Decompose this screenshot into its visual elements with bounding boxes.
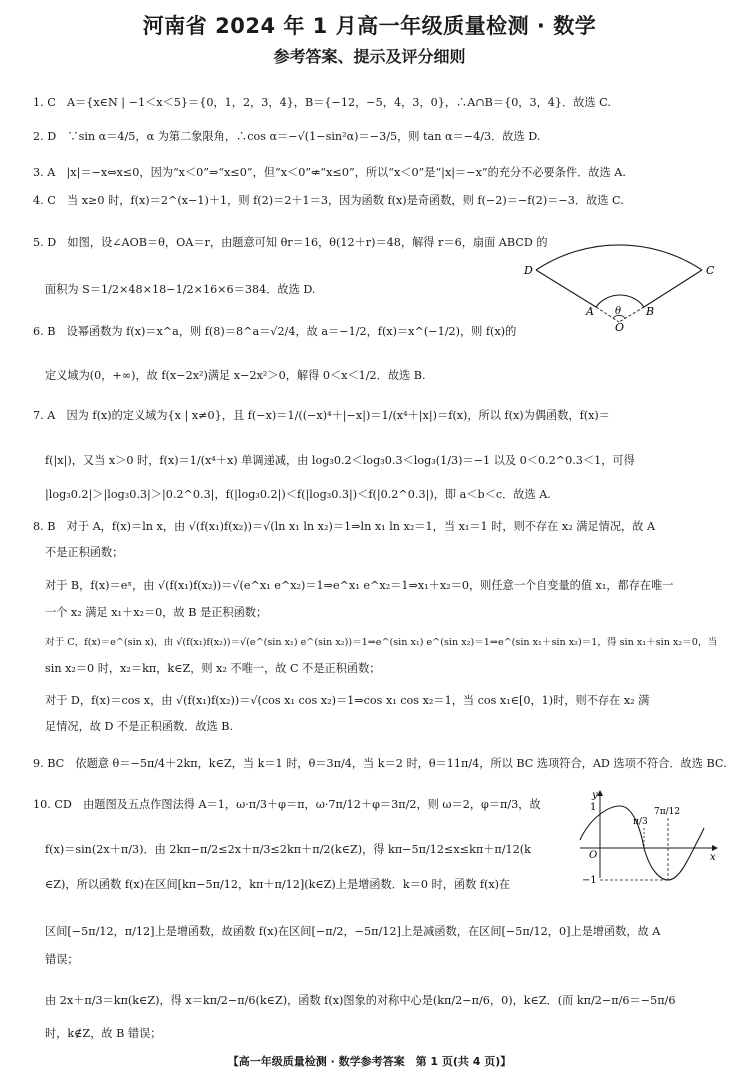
answer-line-18: 对于 D，f(x)＝cos x，由 √(f(x₁)f(x₂))＝√(cos x₁ cos x₂)＝1⇒cos x₁ cos x₂＝1，当 cos x₁∈[0，1)时，则不存在 x₂ 满 [45, 694, 650, 707]
page-footer: 【高一年级质量检测 · 数学参考答案 第 1 页(共 4 页)】 [227, 1055, 512, 1068]
answer-line-1: 1. C A＝{x∈N | −1＜x＜5}＝{0，1，2，3，4}，B＝{−12，−5，4，3，0}，∴A∩B＝{0，3，4}．故选 C. [33, 96, 611, 109]
answer-line-19: 足情况，故 D 不是正积函数．故选 B. [45, 720, 234, 733]
answer-line-25: 错误； [45, 953, 79, 966]
label-x: x [710, 852, 716, 863]
answer-line-8: 定义域为(0，+∞)，故 f(x−2x²)满足 x−2x²＞0，解得 0＜x＜1/2．故选 B. [45, 369, 426, 382]
label-d: D [524, 264, 533, 277]
answer-line-14: 对于 B，f(x)＝eˣ，由 √(f(x₁)f(x₂))＝√(e^x₁ e^x₂)＝1⇒e^x₁ e^x₂＝1⇒x₁＋x₂＝0，则任意一个自变量的值 x₁，都存在唯一 [45, 579, 674, 592]
y-axis-arrow [597, 790, 603, 796]
answer-line-17: sin x₂＝0 时，x₂＝kπ，k∈Z，则 x₂ 不唯一，故 C 不是正积函数； [45, 662, 381, 675]
answer-line-5: 5. D 如图，设∠AOB＝θ，OA＝r，由题意可知 θr＝16，θ(12＋r)＝48，解得 r＝6，扇面 ABCD 的 [33, 236, 548, 249]
sine-graph-figure [570, 788, 720, 883]
answer-line-10: f(|x|)，又当 x＞0 时，f(x)＝1/(x⁴＋x) 单调递减，由 log₃0.2＜log₃0.3＜log₃(1/3)＝−1 以及 0＜0.2^0.3＜1，可得 [45, 454, 635, 467]
answer-line-27: 时，k∉Z，故 B 错误； [45, 1027, 162, 1040]
page-title: 河南省 2024 年 1 月高一年级质量检测 · 数学 [142, 14, 597, 38]
page-subtitle: 参考答案、提示及评分细则 [273, 47, 466, 66]
answer-line-20: 9. BC 依题意 θ＝−5π/4＋2kπ，k∈Z，当 k＝1 时，θ＝3π/4，当 k＝2 时，θ＝11π/4，所以 BC 选项符合，AD 选项不符合．故选 BC. [33, 757, 727, 770]
outer-arc [536, 245, 702, 270]
answer-line-6: 面积为 S＝1/2×48×18−1/2×16×6＝384．故选 D. [45, 283, 316, 296]
answer-line-2: 2. D ∵sin α＝4/5，α 为第二象限角，∴cos α＝−√(1−sin²α)＝−3/5，则 tan α＝−4/3．故选 D. [33, 130, 541, 143]
label-one: 1 [590, 802, 597, 813]
label-a: A [586, 305, 594, 318]
label-b: B [646, 305, 655, 318]
label-pi-over-3: π/3 [633, 817, 648, 827]
answer-line-24: 区间[−5π/12，π/12]上是增函数，故函数 f(x)在区间[−π/2，−5π/12]上是减函数，在区间[−5π/12，0]上是增函数，故 A [45, 925, 661, 938]
answer-line-21: 10. CD 由题图及五点作图法得 A＝1，ω·π/3＋φ＝π，ω·7π/12＋φ＝3π/2，则 ω＝2，φ＝π/3，故 [33, 798, 541, 811]
answer-line-15: 一个 x₂ 满足 x₁＋x₂＝0，故 B 是正积函数； [45, 606, 268, 619]
right-edge [644, 270, 702, 307]
answer-line-12: 8. B 对于 A，f(x)＝ln x，由 √(f(x₁)f(x₂))＝√(ln x₁ ln x₂)＝1⇒ln x₁ ln x₂＝1，当 x₁＝1 时，则不存在 x₂ 满足情况，故 A [33, 520, 656, 533]
dash-right [619, 307, 644, 322]
x-axis-arrow [712, 845, 718, 851]
label-y: y [592, 790, 598, 801]
left-edge [536, 270, 596, 307]
answer-line-26: 由 2x＋π/3＝kπ(k∈Z)，得 x＝kπ/2−π/6(k∈Z)，函数 f(x)图象的对称中心是(kπ/2−π/6，0)，k∈Z．(而 kπ/2−π/6＝−5π/6 [45, 994, 676, 1007]
label-origin: O [589, 850, 598, 861]
answer-line-11: |log₃0.2|＞|log₃0.3|＞|0.2^0.3|，f(|log₃0.2|)＜f(|log₃0.3|)＜f(|0.2^0.3|)，即 a＜b＜c．故选 A. [45, 488, 551, 501]
answer-line-9: 7. A 因为 f(x)的定义域为{x | x≠0}，且 f(−x)＝1/((−x)⁴＋|−x|)＝1/(x⁴＋|x|)＝f(x)，所以 f(x)为偶函数，f(x)＝ [33, 409, 610, 422]
answer-line-16: 对于 C，f(x)＝e^(sin x)，由 √(f(x₁)f(x₂))＝√(e^(sin x₁) e^(sin x₂))＝1⇒e^(sin x₁) e^(sin x₂)＝1⇒e^(sin x₁＋sin x₂)＝1，得 sin x₁＋sin x₂＝0，当 [45, 637, 718, 648]
answer-line-23: ∈Z)，所以函数 f(x)在区间[kπ−5π/12，kπ＋π/12](k∈Z)上是增函数．k＝0 时，函数 f(x)在 [45, 878, 511, 891]
label-o: O [615, 321, 625, 332]
answer-line-4: 4. C 当 x≥0 时，f(x)＝2^(x−1)＋1，则 f(2)＝2＋1＝3，因为函数 f(x)是奇函数，则 f(−2)＝−f(2)＝−3．故选 C. [33, 194, 624, 207]
label-theta: θ [615, 306, 622, 317]
label-7pi-over-12: 7π/12 [654, 807, 681, 817]
answer-line-7: 6. B 设幂函数为 f(x)＝x^a，则 f(8)＝8^a＝√2/4，故 a＝−1/2，f(x)＝x^(−1/2)，则 f(x)的 [33, 325, 517, 338]
sector-figure [522, 212, 722, 332]
label-c: C [706, 264, 715, 277]
answer-line-13: 不是正积函数； [45, 546, 124, 559]
answer-line-3: 3. A |x|＝−x⇔x≤0，因为“x＜0”⇒“x≤0”，但“x＜0”⇍“x≤0”，所以“x＜0”是“|x|＝−x”的充分不必要条件．故选 A. [33, 166, 626, 179]
answer-line-22: f(x)＝sin(2x＋π/3)．由 2kπ−π/2≤2x＋π/3≤2kπ＋π/2(k∈Z)，得 kπ−5π/12≤x≤kπ＋π/12(k [45, 843, 531, 856]
label-minus-one: −1 [582, 875, 597, 883]
